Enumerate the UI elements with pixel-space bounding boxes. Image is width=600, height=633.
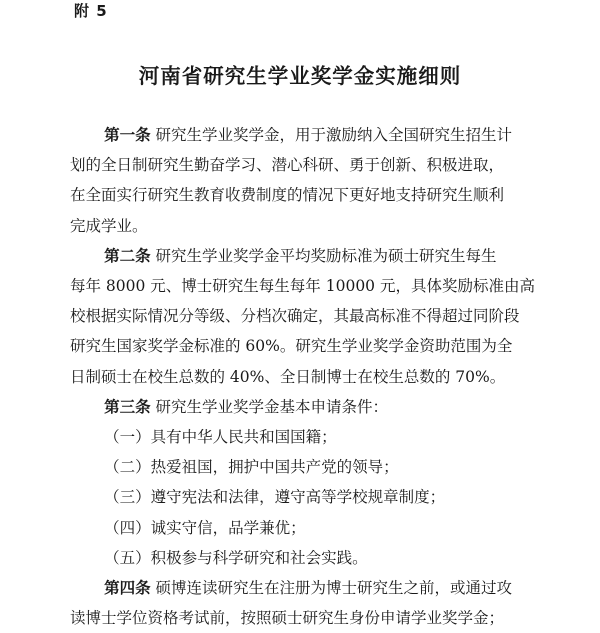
condition-item-5: （五）积极参与科学研究和社会实践。 — [104, 548, 368, 567]
article-4-line-1 — [70, 573, 548, 603]
article-4-label: 第四条 — [104, 579, 151, 598]
article-3 — [70, 392, 548, 422]
document-body — [70, 120, 548, 633]
article-2-text-1: 研究生学业奖学金平均奖励标准为硕士研究生每生 — [155, 246, 497, 265]
article-3-text-1: 研究生学业奖学金基本申请条件： — [155, 397, 389, 416]
article-3-label: 第三条 — [104, 397, 151, 416]
article-1 — [70, 120, 548, 241]
condition-item-1: （一）具有中华人民共和国国籍； — [104, 428, 337, 447]
article-1-line-4: 完成学业。 — [70, 216, 148, 235]
condition-item-2: （二）热爱祖国，拥护中国共产党的领导； — [104, 458, 399, 477]
article-2-line-5: 日制硕士在校生总数的 40%、全日制博士在校生总数的 70%。 — [70, 367, 506, 386]
article-2-label: 第二条 — [104, 246, 151, 265]
article-4-text-1: 硕博连读研究生在注册为博士研究生之前，或通过攻 — [155, 579, 513, 598]
article-1-text-1: 研究生学业奖学金，用于激励纳入全国研究生招生计 — [155, 126, 513, 144]
article-1-label: 第一条 — [104, 126, 151, 144]
attachment-label: 附 5 — [74, 2, 108, 20]
article-1-line-2: 划的全日制研究生勤奋学习、潜心科研、勇于创新、积极进取， — [70, 156, 505, 175]
document-title: 河南省研究生学业奖学金实施细则 — [138, 64, 462, 88]
article-4 — [70, 573, 548, 633]
article-2-line-2: 每年 8000 元、博士研究生每生每年 10000 元，具体奖励标准由高 — [70, 277, 535, 296]
article-2-line-4: 研究生国家奖学金标准的 60%。研究生学业奖学金资助范围为全 — [70, 337, 513, 356]
article-2 — [70, 241, 548, 392]
condition-item-3: （三）遵守宪法和法律，遵守高等学校规章制度； — [104, 488, 446, 507]
article-1-line-3: 在全面实行研究生教育收费制度的情况下更好地支持研究生顺利 — [70, 186, 505, 205]
article-1-line-1 — [70, 120, 548, 150]
article-2-line-3: 校根据实际情况分等级、分档次确定，其最高标准不得超过同阶段 — [70, 307, 520, 326]
article-4-line-2: 读博士学位资格考试前，按照硕士研究生身份申请学业奖学金； — [70, 609, 505, 628]
condition-item-4: （四）诚实守信，品学兼优； — [104, 518, 306, 537]
article-2-line-1 — [70, 241, 548, 271]
article-3-line-1 — [70, 392, 548, 422]
